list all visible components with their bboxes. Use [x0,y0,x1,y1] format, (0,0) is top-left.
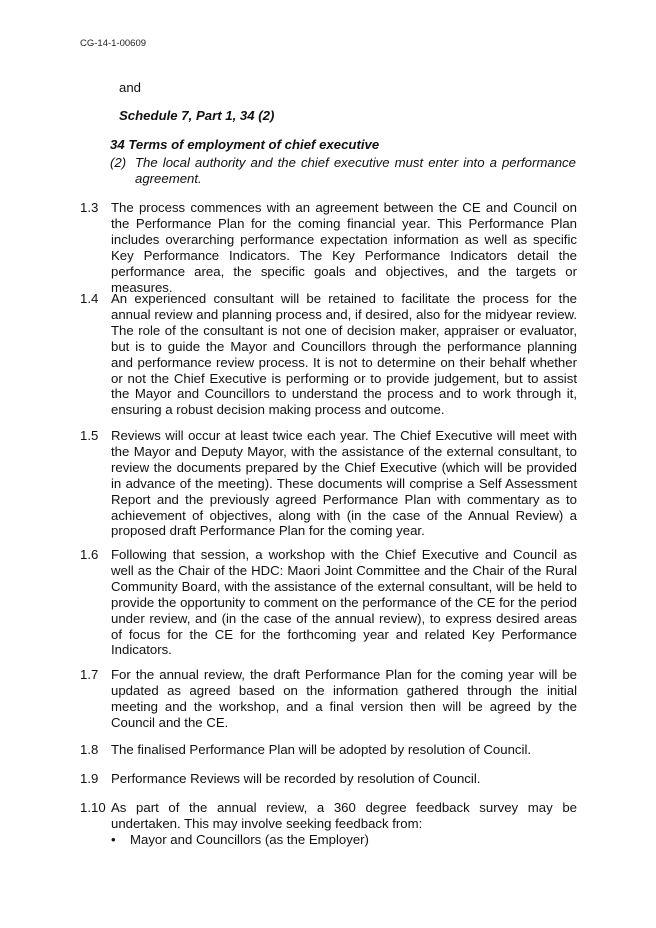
quote-title: 34 Terms of employment of chief executive [110,137,380,152]
paragraph-number: 1.7 [80,667,99,682]
paragraph-1-4 [80,291,577,418]
quote-item-number: (2) [110,155,127,170]
paragraph-1-10 [80,800,577,832]
paragraph-text: The finalised Performance Plan will be adopted by resolution of Council. [111,742,532,757]
paragraph-text: Performance Reviews will be recorded by resolution of Council. [111,771,481,786]
paragraph-text: An experienced consultant will be retained to facilitate the process for the annual review and planning process and, if desired, also for the midyear review. The role of the consultant is not one of decision maker, appraiser or evaluator, but is to guide the Mayor and Councillors through the performance planning and performance review process. It is not to determine on their behalf whether or not the Chief Executive is performing or to provide judgement, but to assist the Mayor and Councillors to understand the process and to work through it, ensuring a robust decision making process and outcome. [111,291,577,418]
quote-item-text: The local authority and the chief executive must enter into a performance agreement. [135,155,576,186]
paragraph-number: 1.9 [80,771,99,786]
paragraph-1-9 [80,771,577,787]
document-id: CG-14-1-00609 [80,38,147,49]
paragraph-1-7 [80,667,577,731]
paragraph-number: 1.4 [80,291,99,306]
paragraph-text: Following that session, a workshop with the Chief Executive and Council as well as the Chair of the HDC: Maori Joint Committee and the Chair of the Rural Community Board, with the assistance of the external consultant, will be held to provide the opportunity to comment on the performance of the CE for the period under review, and (in the case of the annual review), to express desired areas of focus for the CE for the forthcoming year and related Key Performance Indicators. [111,547,577,658]
quote-item [110,155,576,187]
paragraph-text: Reviews will occur at least twice each year. The Chief Executive will meet with the Mayor and Deputy Mayor, with the assistance of the external consultant, to review the documents prepared by the Chief Executive (which will be provided in advance of the meeting). These documents will comprise a Self Assessment Report and the previously agreed Performance Plan with commentary as to achievement of objectives, along with (in the case of the Annual Review) a proposed draft Performance Plan for the coming year. [111,428,577,539]
paragraph-1-5 [80,428,577,539]
paragraph-text: As part of the annual review, a 360 degree feedback survey may be undertaken. This may involve seeking feedback from: [111,800,577,831]
paragraph-1-8 [80,742,577,758]
connector-text: and [119,80,142,95]
paragraph-number: 1.5 [80,428,99,443]
bullet-list-item [111,832,369,848]
paragraph-1-3 [80,200,577,295]
paragraph-number: 1.3 [80,200,99,215]
paragraph-1-6 [80,547,577,658]
paragraph-text: For the annual review, the draft Performance Plan for the coming year will be updated as agreed based on the information gathered through the initial meeting and the workshop, and a final version then will be agreed by the Council and the CE. [111,667,577,730]
bullet-text: Mayor and Councillors (as the Employer) [130,832,369,847]
paragraph-number: 1.6 [80,547,99,562]
paragraph-number: 1.8 [80,742,99,757]
paragraph-text: The process commences with an agreement between the CE and Council on the Performance Plan for the coming financial year. This Performance Plan includes overarching performance expectation information as well as specific Key Performance Indicators. The Key Performance Indicators detail the performance area, the specific goals and objectives, and the targets or measures. [111,200,577,295]
schedule-reference: Schedule 7, Part 1, 34 (2) [119,108,275,123]
bullet-icon: • [111,832,116,847]
paragraph-number: 1.10 [80,800,106,815]
